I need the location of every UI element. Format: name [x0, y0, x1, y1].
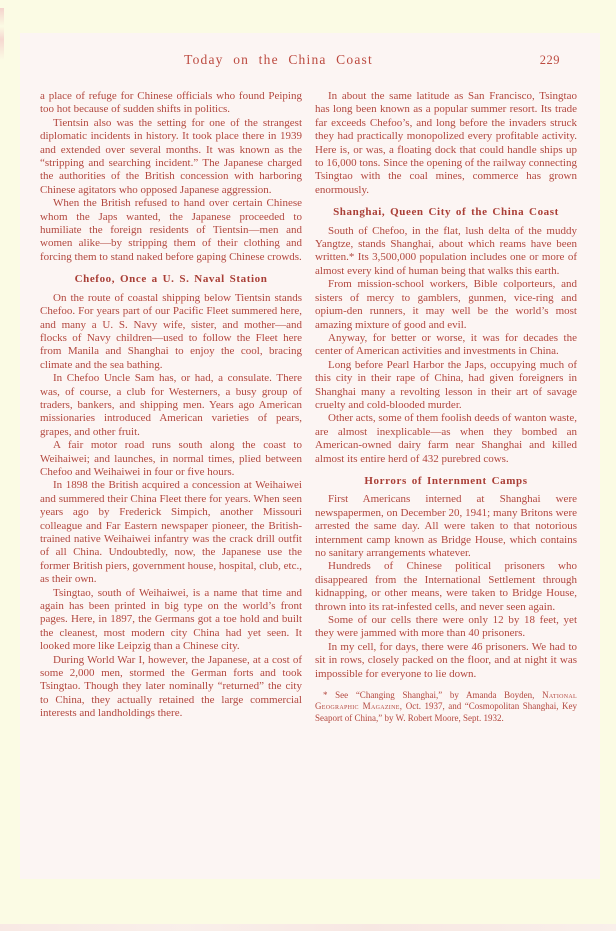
body-paragraph: Hundreds of Chinese political prisoners who disappeared from the International Settlement through kidnapping, or other means, were taken to Bridge House, thrown into its rat-infested cells, and never seen again.	[315, 560, 577, 613]
body-paragraph: In Chefoo Uncle Sam has, or had, a consulate. There was, of course, a club for Westerners, a busy group of traders, bankers, and shipping men. Years ago American missionaries introduced American varieties of pears, grapes, and other fruit.	[40, 372, 302, 438]
body-paragraph: From mission-school workers, Bible colporteurs, and sisters of mercy to gamblers, gunmen, vice-ring and opium-den runners, it may well be the world’s most amazing mixture of good and evil.	[315, 278, 577, 331]
body-paragraph: Anyway, for better or worse, it was for decades the center of American activities and investments in China.	[315, 331, 577, 358]
page-header	[40, 52, 577, 74]
body-paragraph: Some of our cells there were only 12 by 18 feet, yet they were jammed with more than 40 prisoners.	[315, 614, 577, 640]
footnote-text-after: Oct. 1937, and “Cosmopolitan Shanghai, Key Seaport of China,” by W. Robert Moore, Sept. 1932.	[315, 701, 578, 723]
body-paragraph: First Americans interned at Shanghai were newspapermen, on December 20, 1941; many Britons were arrested the same day. All were taken to that notorious internment camp known as Bridge House, which contains no sanitary arrangements whatever.	[315, 493, 577, 559]
body-paragraph: Long before Pearl Harbor the Japs, occupying much of this city in their rape of China, had given foreigners in Shanghai many a revolting lesson in their art of savage cruelty and cold-blooded murder.	[315, 358, 577, 411]
text-columns	[40, 90, 577, 724]
footnote	[315, 690, 577, 724]
body-paragraph: South of Chefoo, in the flat, lush delta of the muddy Yangtze, stands Shanghai, about which reams have been written.* Its 3,500,000 population includes one or more of almost every kind of human being that walks this earth.	[315, 224, 577, 277]
footnote-text-before: * See “Changing Shanghai,” by Amanda Boyden,	[323, 690, 543, 701]
body-paragraph: When the British refused to hand over certain Chinese whom the Japs wanted, the Japanese proceeded to humiliate the foreign residents of Tientsin—men and women alike—by stripping them of their clothing and forcing them to stand naked before gaping Chinese crowds.	[40, 197, 302, 263]
body-paragraph: In about the same latitude as San Francisco, Tsingtao has long been known as a popular summer resort. Its trade far exceeds Chefoo’s, and long before the invaders struck they had practically monopolized every profitable activity. Here is, or was, a floating dock that could handle ships up to 16,000 tons. Since the opening of the railway connecting Tsingtao with the coal mines, commerce has grown enormously.	[315, 90, 577, 196]
body-paragraph: Tientsin also was the setting for one of the strangest diplomatic incidents in history. It took place there in 1939 and extended over several months. It was known as the “stripping and searching incident.” The Japanese charged the authorities of the British concession with harboring Chinese agitators who opposed Japanese aggression.	[40, 116, 302, 196]
page-title: Today on the China Coast	[184, 52, 373, 67]
body-paragraph: A fair motor road runs south along the coast to Weihaiwei; and launches, in normal times, plied between Chefoo and Weihaiwei in four or five hours.	[40, 439, 302, 478]
body-paragraph: Tsingtao, south of Weihaiwei, is a name that time and again has been printed in big type on the world’s front pages. Here, in 1897, the Germans got a toe hold and built the cleanest, most modern city China had yet seen. It looked more like Leipzig than a Chinese city.	[40, 586, 302, 653]
section-heading-shanghai: Shanghai, Queen City of the China Coast	[333, 206, 559, 219]
body-paragraph: In 1898 the British acquired a concession at Weihaiwei and summered their China Fleet there for years. When seen years ago by Frederick Simpich, another Missouri colleague and Far Eastern newspaper pioneer, the British-trained native Weihaiwei infantry was the crack drill outfit of all China. Undoubtedly, now, the Japanese use the former British piers, government house, hospital, club, etc., as their own.	[40, 479, 302, 586]
book-page	[20, 33, 600, 879]
body-paragraph: In my cell, for days, there were 46 prisoners. We had to sit in rows, closely packed on the floor, and at night it was impossible for everyone to lie down.	[315, 640, 577, 680]
page-number: 229	[539, 53, 560, 67]
section-heading-internment: Horrors of Internment Camps	[364, 474, 528, 487]
body-paragraph: Other acts, some of them foolish deeds of wanton waste, are almost inexplicable—as when they bombed an American-owned dairy farm near Shanghai and killed almost its entire herd of 432 purebred cows.	[315, 412, 577, 465]
body-paragraph: During World War I, however, the Japanese, at a cost of some 2,000 men, stormed the German forts and took Tsingtao. Though they later nominally “returned” the city to China, they actually retained the large commercial interests and landholdings there.	[40, 653, 302, 720]
left-column	[40, 90, 302, 724]
right-column	[315, 90, 577, 724]
page-left-edge-artifact	[0, 8, 4, 60]
section-heading-chefoo: Chefoo, Once a U. S. Naval Station	[74, 273, 268, 286]
body-paragraph: a place of refuge for Chinese officials who found Peiping too hot because of sudden shifts in politics.	[40, 90, 302, 116]
footnote-magazine-name: National Geographic Magazine,	[315, 690, 577, 712]
page-bottom-edge-artifact	[0, 924, 616, 931]
body-paragraph: On the route of coastal shipping below Tientsin stands Chefoo. For years part of our Pacific Fleet summered here, and many a U. S. Navy wife, sister, and mother—and flocks of Navy children—used to follow the Fleet here from Manila and Shanghai to enjoy the cool, bracing climate and the sea bathing.	[40, 291, 302, 371]
